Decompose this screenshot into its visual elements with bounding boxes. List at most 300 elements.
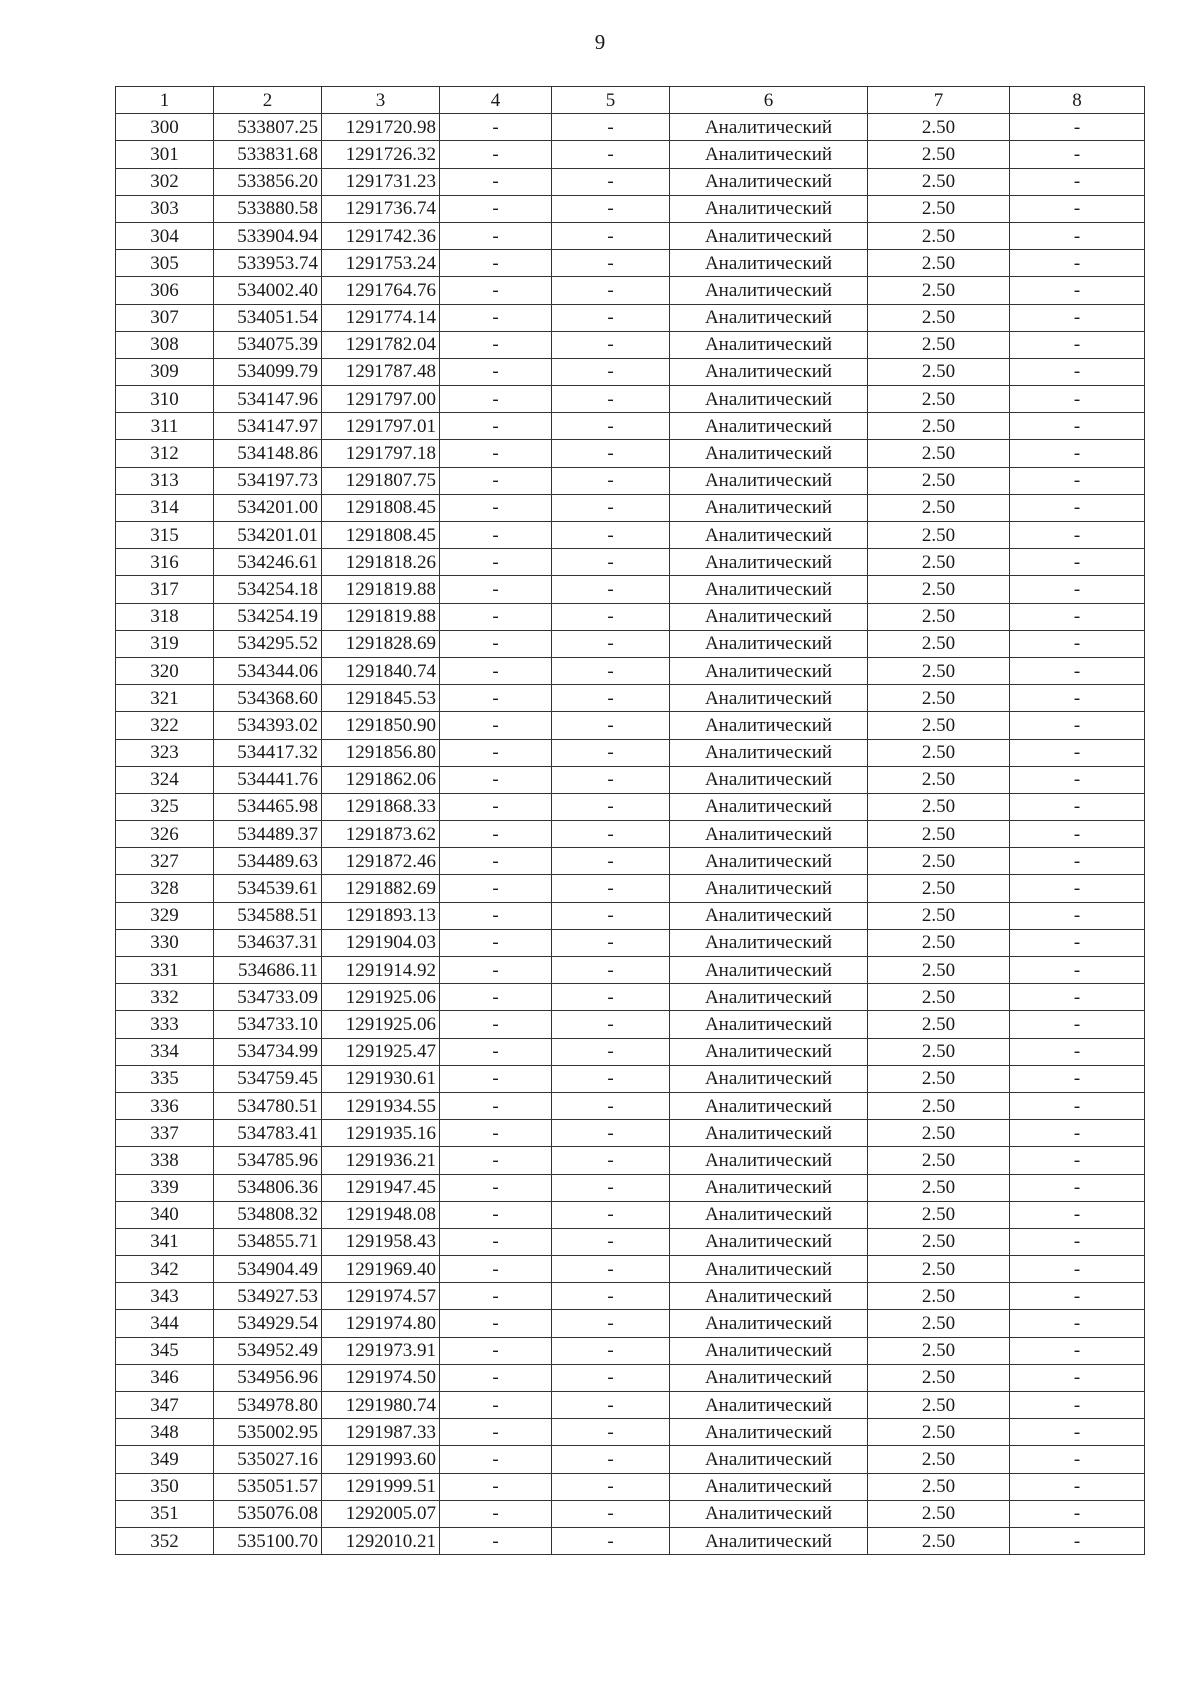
- accuracy-cell: 2.50: [868, 1092, 1010, 1119]
- y-coordinate-cell: 1291947.45: [322, 1174, 440, 1201]
- col5-cell: -: [552, 358, 670, 385]
- method-cell: Аналитический: [670, 739, 868, 766]
- x-coordinate-cell: 534686.11: [214, 957, 322, 984]
- col8-cell: -: [1010, 957, 1145, 984]
- point-number-cell: 326: [116, 821, 214, 848]
- col5-cell: -: [552, 331, 670, 358]
- col8-cell: -: [1010, 929, 1145, 956]
- col8-cell: -: [1010, 848, 1145, 875]
- col4-cell: -: [440, 277, 552, 304]
- table-row: [116, 549, 1145, 576]
- col5-cell: -: [552, 1065, 670, 1092]
- y-coordinate-cell: 1291935.16: [322, 1120, 440, 1147]
- y-coordinate-cell: 1292010.21: [322, 1527, 440, 1554]
- col4-cell: -: [440, 821, 552, 848]
- table-row: [116, 576, 1145, 603]
- accuracy-cell: 2.50: [868, 902, 1010, 929]
- table-row: [116, 1419, 1145, 1446]
- point-number-cell: 315: [116, 522, 214, 549]
- method-cell: Аналитический: [670, 1310, 868, 1337]
- point-number-cell: 331: [116, 957, 214, 984]
- y-coordinate-cell: 1291819.88: [322, 603, 440, 630]
- method-cell: Аналитический: [670, 766, 868, 793]
- accuracy-cell: 2.50: [868, 576, 1010, 603]
- col8-cell: -: [1010, 1500, 1145, 1527]
- x-coordinate-cell: 534808.32: [214, 1201, 322, 1228]
- point-number-cell: 328: [116, 875, 214, 902]
- accuracy-cell: 2.50: [868, 1310, 1010, 1337]
- col8-cell: -: [1010, 793, 1145, 820]
- method-cell: Аналитический: [670, 1527, 868, 1554]
- point-number-cell: 351: [116, 1500, 214, 1527]
- accuracy-cell: 2.50: [868, 1174, 1010, 1201]
- point-number-cell: 304: [116, 222, 214, 249]
- x-coordinate-cell: 534295.52: [214, 630, 322, 657]
- col4-cell: -: [440, 984, 552, 1011]
- col5-cell: -: [552, 766, 670, 793]
- y-coordinate-cell: 1292005.07: [322, 1500, 440, 1527]
- col4-cell: -: [440, 1446, 552, 1473]
- point-number-cell: 306: [116, 277, 214, 304]
- y-coordinate-cell: 1291974.50: [322, 1364, 440, 1391]
- col8-cell: -: [1010, 522, 1145, 549]
- method-cell: Аналитический: [670, 114, 868, 141]
- x-coordinate-cell: 534952.49: [214, 1337, 322, 1364]
- accuracy-cell: 2.50: [868, 168, 1010, 195]
- accuracy-cell: 2.50: [868, 1147, 1010, 1174]
- point-number-cell: 350: [116, 1473, 214, 1500]
- col4-cell: -: [440, 1174, 552, 1201]
- table-row: [116, 1011, 1145, 1038]
- col5-cell: -: [552, 1038, 670, 1065]
- accuracy-cell: 2.50: [868, 793, 1010, 820]
- accuracy-cell: 2.50: [868, 141, 1010, 168]
- x-coordinate-cell: 533953.74: [214, 250, 322, 277]
- accuracy-cell: 2.50: [868, 222, 1010, 249]
- method-cell: Аналитический: [670, 1392, 868, 1419]
- point-number-cell: 332: [116, 984, 214, 1011]
- accuracy-cell: 2.50: [868, 358, 1010, 385]
- table-row: [116, 902, 1145, 929]
- method-cell: Аналитический: [670, 168, 868, 195]
- col4-cell: -: [440, 739, 552, 766]
- accuracy-cell: 2.50: [868, 277, 1010, 304]
- accuracy-cell: 2.50: [868, 494, 1010, 521]
- col8-cell: -: [1010, 1419, 1145, 1446]
- col5-cell: -: [552, 114, 670, 141]
- method-cell: Аналитический: [670, 141, 868, 168]
- x-coordinate-cell: 534246.61: [214, 549, 322, 576]
- col5-cell: -: [552, 1201, 670, 1228]
- table-row: [116, 630, 1145, 657]
- col8-cell: -: [1010, 712, 1145, 739]
- col5-cell: -: [552, 1473, 670, 1500]
- point-number-cell: 319: [116, 630, 214, 657]
- x-coordinate-cell: 534002.40: [214, 277, 322, 304]
- point-number-cell: 321: [116, 685, 214, 712]
- table-row: [116, 766, 1145, 793]
- col4-cell: -: [440, 875, 552, 902]
- table-row: [116, 222, 1145, 249]
- method-cell: Аналитический: [670, 1228, 868, 1255]
- col5-cell: -: [552, 630, 670, 657]
- col4-cell: -: [440, 358, 552, 385]
- col8-cell: -: [1010, 440, 1145, 467]
- point-number-cell: 341: [116, 1228, 214, 1255]
- accuracy-cell: 2.50: [868, 1419, 1010, 1446]
- accuracy-cell: 2.50: [868, 1337, 1010, 1364]
- y-coordinate-cell: 1291797.00: [322, 386, 440, 413]
- col5-cell: -: [552, 413, 670, 440]
- y-coordinate-cell: 1291904.03: [322, 929, 440, 956]
- x-coordinate-cell: 534393.02: [214, 712, 322, 739]
- method-cell: Аналитический: [670, 386, 868, 413]
- col4-cell: -: [440, 114, 552, 141]
- col4-cell: -: [440, 793, 552, 820]
- x-coordinate-cell: 535002.95: [214, 1419, 322, 1446]
- table-row: [116, 440, 1145, 467]
- accuracy-cell: 2.50: [868, 1473, 1010, 1500]
- accuracy-cell: 2.50: [868, 1201, 1010, 1228]
- table-row: [116, 386, 1145, 413]
- col8-cell: -: [1010, 739, 1145, 766]
- table-row: [116, 657, 1145, 684]
- table-row: [116, 957, 1145, 984]
- y-coordinate-cell: 1291845.53: [322, 685, 440, 712]
- table-row: [116, 331, 1145, 358]
- y-coordinate-cell: 1291731.23: [322, 168, 440, 195]
- y-coordinate-cell: 1291808.45: [322, 522, 440, 549]
- col4-cell: -: [440, 222, 552, 249]
- method-cell: Аналитический: [670, 331, 868, 358]
- col8-cell: -: [1010, 1473, 1145, 1500]
- accuracy-cell: 2.50: [868, 114, 1010, 141]
- method-cell: Аналитический: [670, 1011, 868, 1038]
- table-row: [116, 1283, 1145, 1310]
- point-number-cell: 333: [116, 1011, 214, 1038]
- table-body: [116, 114, 1145, 1555]
- x-coordinate-cell: 534489.37: [214, 821, 322, 848]
- col5-cell: -: [552, 1527, 670, 1554]
- x-coordinate-cell: 534978.80: [214, 1392, 322, 1419]
- point-number-cell: 349: [116, 1446, 214, 1473]
- col4-cell: -: [440, 766, 552, 793]
- col5-cell: -: [552, 1392, 670, 1419]
- coordinates-table: [115, 86, 1145, 1555]
- table-row: [116, 1527, 1145, 1554]
- column-header: 2: [214, 87, 322, 114]
- col5-cell: -: [552, 1446, 670, 1473]
- point-number-cell: 301: [116, 141, 214, 168]
- x-coordinate-cell: 534733.10: [214, 1011, 322, 1038]
- col8-cell: -: [1010, 1065, 1145, 1092]
- accuracy-cell: 2.50: [868, 739, 1010, 766]
- col4-cell: -: [440, 1092, 552, 1119]
- method-cell: Аналитический: [670, 793, 868, 820]
- col4-cell: -: [440, 902, 552, 929]
- method-cell: Аналитический: [670, 494, 868, 521]
- y-coordinate-cell: 1291993.60: [322, 1446, 440, 1473]
- accuracy-cell: 2.50: [868, 1364, 1010, 1391]
- col8-cell: -: [1010, 984, 1145, 1011]
- col8-cell: -: [1010, 766, 1145, 793]
- col5-cell: -: [552, 603, 670, 630]
- accuracy-cell: 2.50: [868, 657, 1010, 684]
- point-number-cell: 317: [116, 576, 214, 603]
- col8-cell: -: [1010, 821, 1145, 848]
- column-header: 1: [116, 87, 214, 114]
- x-coordinate-cell: 534368.60: [214, 685, 322, 712]
- point-number-cell: 314: [116, 494, 214, 521]
- table-row: [116, 821, 1145, 848]
- column-header: 3: [322, 87, 440, 114]
- x-coordinate-cell: 535051.57: [214, 1473, 322, 1500]
- x-coordinate-cell: 534201.01: [214, 522, 322, 549]
- y-coordinate-cell: 1291873.62: [322, 821, 440, 848]
- method-cell: Аналитический: [670, 630, 868, 657]
- col8-cell: -: [1010, 331, 1145, 358]
- table-row: [116, 1310, 1145, 1337]
- table-row: [116, 739, 1145, 766]
- method-cell: Аналитический: [670, 1065, 868, 1092]
- point-number-cell: 347: [116, 1392, 214, 1419]
- col5-cell: -: [552, 304, 670, 331]
- col8-cell: -: [1010, 1256, 1145, 1283]
- column-header: 5: [552, 87, 670, 114]
- col4-cell: -: [440, 304, 552, 331]
- method-cell: Аналитический: [670, 522, 868, 549]
- table-row: [116, 1337, 1145, 1364]
- x-coordinate-cell: 533904.94: [214, 222, 322, 249]
- method-cell: Аналитический: [670, 984, 868, 1011]
- method-cell: Аналитический: [670, 467, 868, 494]
- y-coordinate-cell: 1291925.47: [322, 1038, 440, 1065]
- table-row: [116, 1228, 1145, 1255]
- y-coordinate-cell: 1291925.06: [322, 984, 440, 1011]
- method-cell: Аналитический: [670, 821, 868, 848]
- point-number-cell: 335: [116, 1065, 214, 1092]
- col4-cell: -: [440, 467, 552, 494]
- col5-cell: -: [552, 821, 670, 848]
- col8-cell: -: [1010, 467, 1145, 494]
- x-coordinate-cell: 534147.97: [214, 413, 322, 440]
- col8-cell: -: [1010, 630, 1145, 657]
- table-row: [116, 984, 1145, 1011]
- col4-cell: -: [440, 1419, 552, 1446]
- x-coordinate-cell: 534588.51: [214, 902, 322, 929]
- y-coordinate-cell: 1291872.46: [322, 848, 440, 875]
- col5-cell: -: [552, 1228, 670, 1255]
- table-row: [116, 712, 1145, 739]
- table-row: [116, 1174, 1145, 1201]
- col4-cell: -: [440, 848, 552, 875]
- col8-cell: -: [1010, 1527, 1145, 1554]
- table-row: [116, 114, 1145, 141]
- method-cell: Аналитический: [670, 685, 868, 712]
- table-row: [116, 1500, 1145, 1527]
- column-header: 8: [1010, 87, 1145, 114]
- table-row: [116, 603, 1145, 630]
- col5-cell: -: [552, 1419, 670, 1446]
- y-coordinate-cell: 1291999.51: [322, 1473, 440, 1500]
- x-coordinate-cell: 534417.32: [214, 739, 322, 766]
- col5-cell: -: [552, 195, 670, 222]
- col5-cell: -: [552, 386, 670, 413]
- point-number-cell: 330: [116, 929, 214, 956]
- table-row: [116, 277, 1145, 304]
- col4-cell: -: [440, 630, 552, 657]
- method-cell: Аналитический: [670, 929, 868, 956]
- point-number-cell: 340: [116, 1201, 214, 1228]
- method-cell: Аналитический: [670, 222, 868, 249]
- x-coordinate-cell: 534759.45: [214, 1065, 322, 1092]
- y-coordinate-cell: 1291797.01: [322, 413, 440, 440]
- col8-cell: -: [1010, 1201, 1145, 1228]
- y-coordinate-cell: 1291807.75: [322, 467, 440, 494]
- col5-cell: -: [552, 848, 670, 875]
- y-coordinate-cell: 1291980.74: [322, 1392, 440, 1419]
- x-coordinate-cell: 534855.71: [214, 1228, 322, 1255]
- col4-cell: -: [440, 549, 552, 576]
- table-row: [116, 1364, 1145, 1391]
- col8-cell: -: [1010, 1310, 1145, 1337]
- x-coordinate-cell: 534780.51: [214, 1092, 322, 1119]
- accuracy-cell: 2.50: [868, 1500, 1010, 1527]
- accuracy-cell: 2.50: [868, 1120, 1010, 1147]
- x-coordinate-cell: 534637.31: [214, 929, 322, 956]
- point-number-cell: 324: [116, 766, 214, 793]
- col8-cell: -: [1010, 657, 1145, 684]
- col4-cell: -: [440, 1392, 552, 1419]
- accuracy-cell: 2.50: [868, 386, 1010, 413]
- accuracy-cell: 2.50: [868, 549, 1010, 576]
- column-header: 4: [440, 87, 552, 114]
- point-number-cell: 320: [116, 657, 214, 684]
- col4-cell: -: [440, 440, 552, 467]
- col5-cell: -: [552, 712, 670, 739]
- col4-cell: -: [440, 1201, 552, 1228]
- col8-cell: -: [1010, 1392, 1145, 1419]
- col4-cell: -: [440, 1364, 552, 1391]
- x-coordinate-cell: 534344.06: [214, 657, 322, 684]
- method-cell: Аналитический: [670, 1120, 868, 1147]
- col8-cell: -: [1010, 358, 1145, 385]
- col4-cell: -: [440, 957, 552, 984]
- method-cell: Аналитический: [670, 1419, 868, 1446]
- y-coordinate-cell: 1291862.06: [322, 766, 440, 793]
- method-cell: Аналитический: [670, 413, 868, 440]
- col8-cell: -: [1010, 114, 1145, 141]
- point-number-cell: 300: [116, 114, 214, 141]
- method-cell: Аналитический: [670, 957, 868, 984]
- col5-cell: -: [552, 1147, 670, 1174]
- col8-cell: -: [1010, 277, 1145, 304]
- page-number: 9: [594, 30, 606, 54]
- method-cell: Аналитический: [670, 1364, 868, 1391]
- col5-cell: -: [552, 1011, 670, 1038]
- table-row: [116, 848, 1145, 875]
- col5-cell: -: [552, 494, 670, 521]
- y-coordinate-cell: 1291974.80: [322, 1310, 440, 1337]
- y-coordinate-cell: 1291726.32: [322, 141, 440, 168]
- col5-cell: -: [552, 875, 670, 902]
- y-coordinate-cell: 1291764.76: [322, 277, 440, 304]
- point-number-cell: 352: [116, 1527, 214, 1554]
- col4-cell: -: [440, 929, 552, 956]
- col4-cell: -: [440, 1500, 552, 1527]
- y-coordinate-cell: 1291934.55: [322, 1092, 440, 1119]
- col5-cell: -: [552, 168, 670, 195]
- col8-cell: -: [1010, 685, 1145, 712]
- col5-cell: -: [552, 522, 670, 549]
- col8-cell: -: [1010, 1038, 1145, 1065]
- col5-cell: -: [552, 222, 670, 249]
- x-coordinate-cell: 534539.61: [214, 875, 322, 902]
- x-coordinate-cell: 534489.63: [214, 848, 322, 875]
- point-number-cell: 345: [116, 1337, 214, 1364]
- point-number-cell: 337: [116, 1120, 214, 1147]
- table-row: [116, 793, 1145, 820]
- col5-cell: -: [552, 657, 670, 684]
- column-header: 6: [670, 87, 868, 114]
- table-row: [116, 467, 1145, 494]
- table-row: [116, 304, 1145, 331]
- col4-cell: -: [440, 1147, 552, 1174]
- y-coordinate-cell: 1291969.40: [322, 1256, 440, 1283]
- y-coordinate-cell: 1291958.43: [322, 1228, 440, 1255]
- method-cell: Аналитический: [670, 848, 868, 875]
- col5-cell: -: [552, 1364, 670, 1391]
- col8-cell: -: [1010, 250, 1145, 277]
- point-number-cell: 342: [116, 1256, 214, 1283]
- x-coordinate-cell: 534927.53: [214, 1283, 322, 1310]
- x-coordinate-cell: 534148.86: [214, 440, 322, 467]
- col8-cell: -: [1010, 304, 1145, 331]
- col4-cell: -: [440, 1283, 552, 1310]
- x-coordinate-cell: 534254.19: [214, 603, 322, 630]
- x-coordinate-cell: 534465.98: [214, 793, 322, 820]
- col5-cell: -: [552, 576, 670, 603]
- y-coordinate-cell: 1291974.57: [322, 1283, 440, 1310]
- col8-cell: -: [1010, 576, 1145, 603]
- y-coordinate-cell: 1291808.45: [322, 494, 440, 521]
- table-row: [116, 1038, 1145, 1065]
- y-coordinate-cell: 1291973.91: [322, 1337, 440, 1364]
- col5-cell: -: [552, 1174, 670, 1201]
- col5-cell: -: [552, 277, 670, 304]
- y-coordinate-cell: 1291742.36: [322, 222, 440, 249]
- point-number-cell: 344: [116, 1310, 214, 1337]
- col5-cell: -: [552, 1120, 670, 1147]
- accuracy-cell: 2.50: [868, 630, 1010, 657]
- table-row: [116, 1092, 1145, 1119]
- y-coordinate-cell: 1291720.98: [322, 114, 440, 141]
- point-number-cell: 307: [116, 304, 214, 331]
- accuracy-cell: 2.50: [868, 1038, 1010, 1065]
- y-coordinate-cell: 1291736.74: [322, 195, 440, 222]
- y-coordinate-cell: 1291856.80: [322, 739, 440, 766]
- col8-cell: -: [1010, 1120, 1145, 1147]
- method-cell: Аналитический: [670, 1283, 868, 1310]
- x-coordinate-cell: 534929.54: [214, 1310, 322, 1337]
- col5-cell: -: [552, 1283, 670, 1310]
- method-cell: Аналитический: [670, 1092, 868, 1119]
- point-number-cell: 322: [116, 712, 214, 739]
- col4-cell: -: [440, 141, 552, 168]
- x-coordinate-cell: 534441.76: [214, 766, 322, 793]
- col8-cell: -: [1010, 603, 1145, 630]
- col8-cell: -: [1010, 1228, 1145, 1255]
